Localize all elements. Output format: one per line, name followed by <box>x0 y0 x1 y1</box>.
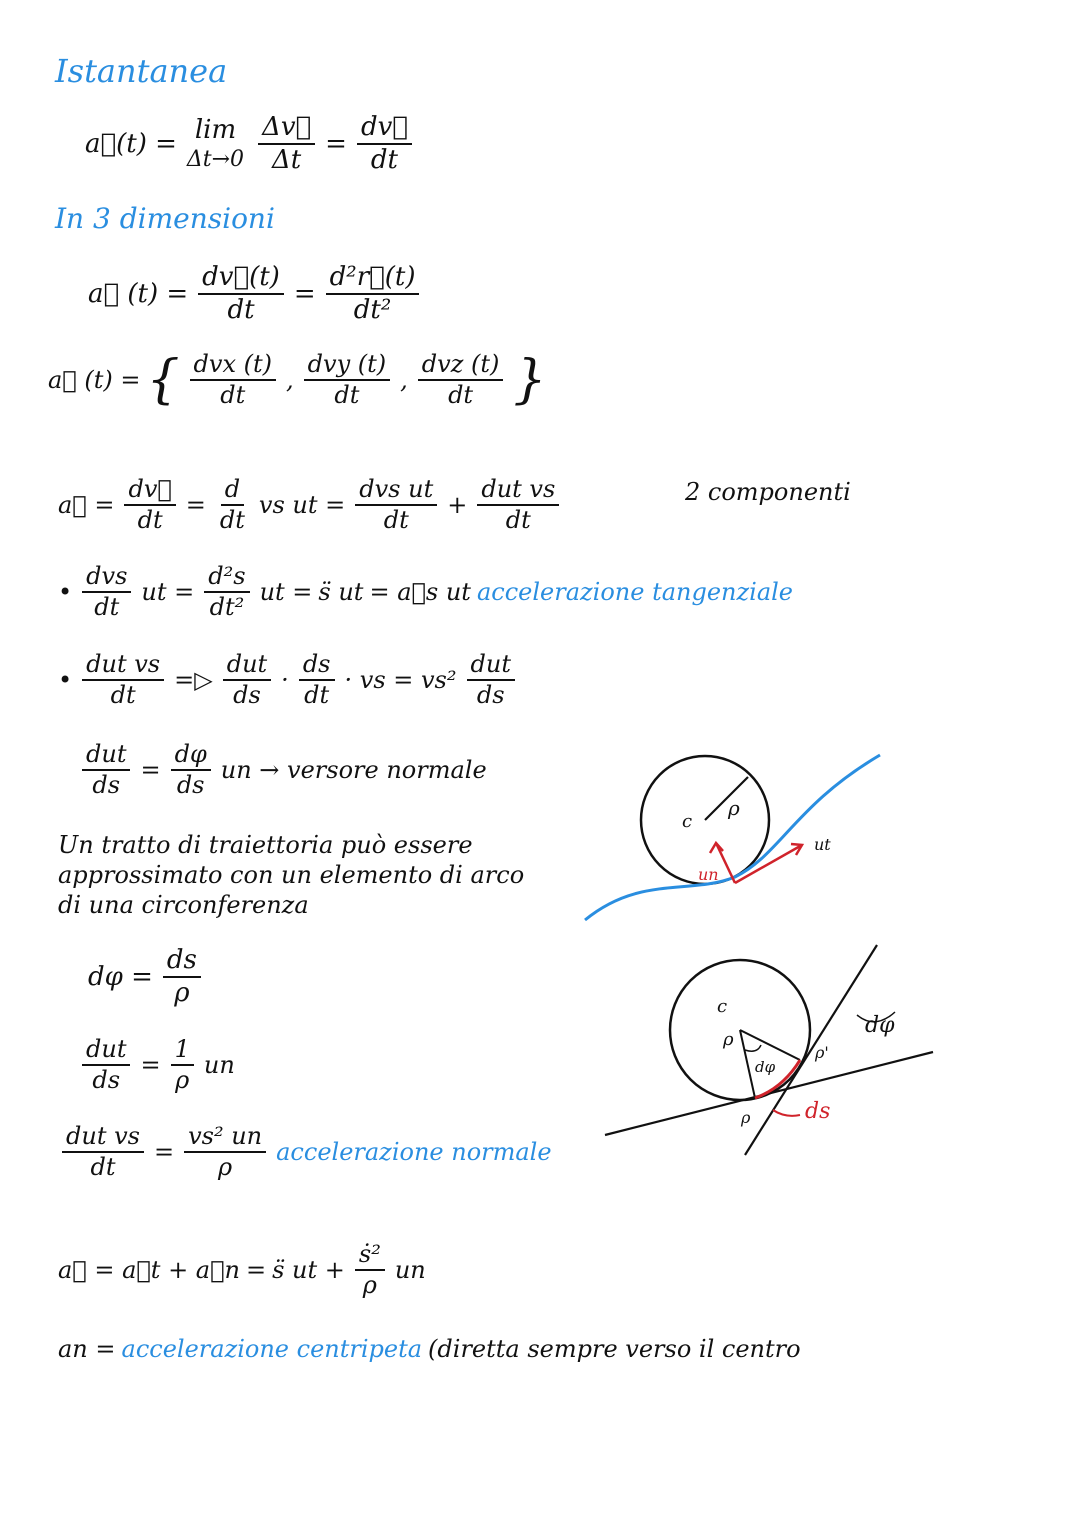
nv-frac2 <box>171 740 211 800</box>
dut-frac2 <box>171 1035 194 1095</box>
eq-lhs: a⃗ (t) = <box>88 279 189 310</box>
comp-x <box>190 350 276 410</box>
eq-lhs: a⃗ = a⃗t + a⃗n <box>58 1255 240 1284</box>
frac-den: ds <box>92 770 121 799</box>
eq-inst-lhs: a⃗(t) = <box>85 129 177 160</box>
frac-den: dt <box>227 295 255 326</box>
frac-num: dut vs <box>62 1122 144 1153</box>
rho-label: ρ <box>723 1029 734 1050</box>
ut-label: ut <box>814 835 831 854</box>
frac-num: dφ <box>171 740 211 771</box>
frac-num: dvz (t) <box>418 350 504 381</box>
center-label: c <box>682 811 693 832</box>
comp-z <box>418 350 504 410</box>
un-label: un <box>394 1255 426 1284</box>
lim-label: lim <box>194 115 237 146</box>
paragraph-line: di una circonferenza <box>58 891 309 919</box>
rho-prime-label: ρ' <box>815 1043 829 1062</box>
dphi-frac <box>163 945 201 1009</box>
tan-sddot: s̈ ut <box>318 577 364 606</box>
frac-den: dt <box>383 505 409 534</box>
frac-num: dut vs <box>82 650 164 681</box>
dphi-label-2: dφ <box>865 1013 895 1038</box>
un-label: un <box>203 1050 235 1079</box>
radius-2 <box>740 1030 800 1060</box>
comp-y <box>304 350 390 410</box>
equals-sign: = <box>325 129 347 160</box>
section-3d-heading: In 3 dimensioni <box>55 202 275 235</box>
eq-inst-frac1 <box>258 112 315 176</box>
rho-label: ρ <box>728 796 740 820</box>
un-arrow <box>716 843 735 883</box>
angle-arc-dphi <box>745 1045 761 1051</box>
an-frac2 <box>184 1122 266 1182</box>
frac-num: dut <box>82 740 130 771</box>
frac-num: dvs ut <box>355 475 437 506</box>
frac-num: dv⃗ <box>124 475 175 506</box>
frac-num: dvx (t) <box>190 350 276 381</box>
frac-num: ds <box>163 945 201 978</box>
radius-1 <box>740 1030 755 1098</box>
b2-tail: · vs = vs² <box>344 665 457 694</box>
frac-num: dut <box>223 650 271 681</box>
frac-den: dt <box>304 680 330 709</box>
frac-den: ds <box>476 680 505 709</box>
frac-num: ds <box>299 650 335 681</box>
un-label: un <box>698 865 719 884</box>
ds-pointer <box>773 1110 800 1116</box>
eq-3d-frac2 <box>326 262 420 326</box>
equals-sign: = <box>293 279 316 310</box>
normal-versor-text: un → versore normale <box>220 755 487 784</box>
ds-label: ds <box>805 1099 831 1124</box>
b2-frac2 <box>223 650 271 710</box>
frac-den: ρ <box>218 1152 233 1181</box>
frac-num: ṡ² <box>355 1240 385 1271</box>
bullet: • <box>58 577 73 606</box>
frac-num: dut vs <box>477 475 559 506</box>
frac-den: ρ <box>174 978 190 1009</box>
frac-den: ρ <box>175 1065 190 1094</box>
eq-lhs: an = <box>58 1335 116 1363</box>
equals-sign: = <box>153 1137 175 1166</box>
bullet: • <box>58 665 73 694</box>
an-frac1 <box>62 1122 144 1182</box>
eq-dphi <box>88 945 205 1009</box>
frac-num: Δv⃗ <box>258 112 315 145</box>
components-note: 2 componenti <box>685 478 851 506</box>
frac-den: ds <box>92 1065 121 1094</box>
tan-ut2: ut = <box>259 577 313 606</box>
frac-den: dt <box>505 505 531 534</box>
trajectory-curve <box>585 755 880 920</box>
eq-centripetal <box>58 1335 801 1363</box>
frac-num: vs² un <box>184 1122 266 1153</box>
nv-frac1 <box>82 740 130 800</box>
dphi-label: dφ <box>755 1058 776 1076</box>
frac-num: d²r⃗(t) <box>326 262 420 295</box>
equals-sign: = <box>140 1050 161 1079</box>
eq-normal-versor <box>78 740 487 800</box>
eq-components <box>48 350 546 410</box>
paragraph-line: Un tratto di traiettoria può essere <box>58 831 473 859</box>
frac-den: dt <box>110 680 136 709</box>
radius-line <box>705 777 748 820</box>
chain-frac3 <box>355 475 437 535</box>
eq-inst-limit <box>187 115 244 173</box>
eq-3d-frac1 <box>198 262 284 326</box>
frac-num: dv⃗(t) <box>198 262 284 295</box>
tan-frac1 <box>82 562 131 622</box>
osculating-circle-diagram <box>570 745 890 930</box>
frac-den: dt <box>370 145 398 176</box>
eq-bullet2 <box>58 650 519 710</box>
frac-den: dt² <box>353 295 392 326</box>
frac-den: dt <box>90 1152 116 1181</box>
frac-den: dt <box>219 505 245 534</box>
frac-den: Δt <box>271 145 302 176</box>
total-frac <box>355 1240 385 1300</box>
eq-instantaneous <box>85 112 416 176</box>
b2-frac3 <box>299 650 335 710</box>
chain-frac2 <box>216 475 249 535</box>
centripetal-label: accelerazione centripeta <box>121 1335 423 1363</box>
centripetal-note: (diretta sempre verso il centro <box>428 1335 801 1363</box>
eq-lhs: dφ = <box>88 962 153 993</box>
eq-3d <box>88 262 423 326</box>
eq-inst-frac2 <box>357 112 412 176</box>
chain-mid: vs ut = <box>258 490 346 519</box>
b2-frac1 <box>82 650 164 710</box>
lim-sub: Δt→0 <box>186 146 245 172</box>
paragraph-line: approssimato con un elemento di arco <box>58 861 525 889</box>
eq-total <box>58 1240 426 1300</box>
frac-den: dt² <box>209 592 245 621</box>
plus-sign: + <box>447 490 468 519</box>
eq-dut <box>78 1035 235 1095</box>
total-mid: s̈ ut + <box>272 1255 345 1284</box>
frac-den: ds <box>233 680 261 709</box>
frac-num: dv⃗ <box>357 112 412 145</box>
frac-num: 1 <box>171 1035 194 1066</box>
rho-label-2: ρ <box>741 1108 751 1127</box>
frac-den: dt <box>137 505 163 534</box>
tan-ut: ut = <box>141 577 195 606</box>
b2-frac4 <box>467 650 515 710</box>
frac-den: ds <box>176 770 205 799</box>
chain-frac4 <box>477 475 559 535</box>
eq-normal-acc <box>58 1122 552 1182</box>
brace-open: { <box>146 349 180 410</box>
normal-acc-label: accelerazione normale <box>276 1137 552 1166</box>
tan-as: = a⃗s ut <box>369 577 471 606</box>
frac-den: ρ <box>362 1270 377 1299</box>
frac-num: dut <box>82 1035 130 1066</box>
paragraph <box>58 830 524 920</box>
comma: , <box>400 365 408 394</box>
frac-num: dut <box>467 650 515 681</box>
comma: , <box>286 365 294 394</box>
frac-den: dt <box>448 380 474 409</box>
frac-num: dvs <box>82 562 131 593</box>
equals-sign: = <box>140 755 161 784</box>
tan-frac2 <box>204 562 249 622</box>
equals-sign: = <box>185 490 206 519</box>
frac-den: dt <box>220 380 246 409</box>
frac-num: dvy (t) <box>304 350 390 381</box>
eq-lhs: a⃗ (t) = <box>48 365 141 394</box>
tangential-label: accelerazione tangenziale <box>476 577 794 606</box>
frac-den: dt <box>334 380 360 409</box>
frac-den: dt <box>94 592 120 621</box>
eq-lhs: a⃗ = <box>58 490 115 519</box>
brace-close: } <box>513 349 547 410</box>
chain-frac1 <box>124 475 175 535</box>
page-title: Istantanea <box>55 52 228 90</box>
eq-chain <box>58 475 563 535</box>
eq-tangential <box>58 562 793 622</box>
center-label: c <box>717 996 728 1017</box>
dut-frac1 <box>82 1035 130 1095</box>
equals-sign: = <box>245 1255 267 1284</box>
frac-num: d <box>221 475 244 506</box>
arc-angle-diagram <box>595 940 940 1165</box>
implies-arrow: =▷ <box>174 665 213 694</box>
frac-num: d²s <box>204 562 249 593</box>
dot: · <box>281 665 289 694</box>
